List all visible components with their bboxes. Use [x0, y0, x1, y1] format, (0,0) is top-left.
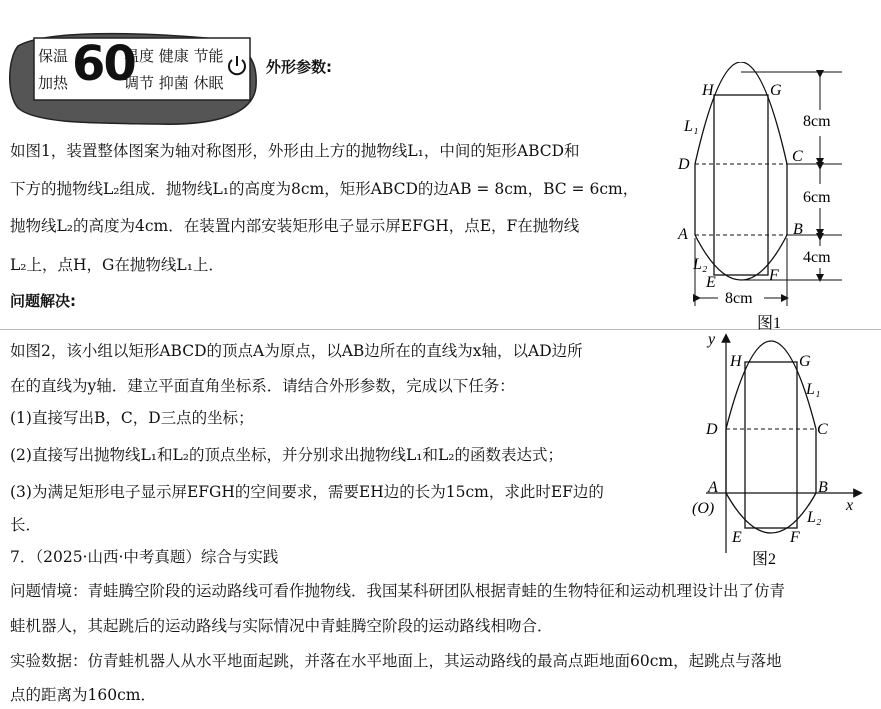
fig2-label-E: E — [732, 529, 742, 546]
device-left-bottom: 加热 — [38, 74, 69, 92]
fig2-label-O: (O) — [692, 500, 715, 517]
fig2-para-line-1: 如图2，该小组以矩形ABCD的顶点A为原点，以AB边所在的直线为x轴，以AD边所 — [10, 342, 583, 360]
fig1-label-L1: L₁ — [684, 118, 699, 135]
problem7-line-4: 点的距离为160cm． — [10, 686, 156, 704]
fig1-label-A: A — [678, 226, 688, 243]
fig2-label-D: D — [706, 421, 718, 438]
fig2-label-L1: L₁ — [806, 381, 821, 398]
figure-2 — [686, 328, 876, 570]
fig2-caption: 图2 — [752, 551, 777, 568]
fig2-label-L2: L₂ — [807, 509, 822, 526]
fig2-label-H: H — [730, 353, 742, 370]
fig1-dim-width: 8cm — [725, 290, 753, 307]
fig1-caption: 图1 — [757, 315, 782, 332]
figure-1 — [670, 62, 860, 334]
fig1-label-C: C — [792, 148, 803, 165]
fig2-label-F: F — [790, 529, 800, 546]
fig2-label-G: G — [799, 353, 811, 370]
problem7-line-2: 蛙机器人，其起跳后的运动路线与实际情况中青蛙腾空阶段的运动路线相吻合． — [10, 617, 553, 635]
fig1-label-G: G — [770, 82, 782, 99]
fig1-dim-mid: 6cm — [803, 189, 831, 206]
power-icon — [225, 54, 249, 80]
fig2-label-C: C — [817, 421, 828, 438]
fig1-para-line-4: L₂上，点H，G在抛物线L₁上． — [10, 256, 224, 274]
fig1-label-B: B — [793, 221, 803, 238]
fig2-label-y: y — [708, 331, 716, 348]
device-right-top: 温度 健康 节能 — [124, 47, 224, 65]
section-shape-title: 外形参数: — [266, 58, 332, 76]
problem7-line-1: 问题情境：青蛙腾空阶段的运动路线可看作抛物线．我国某科研团队根据青蛙的生物特征和运动机理设计出了仿青 — [10, 582, 786, 600]
fig1-para-line-1: 如图1，装置整体图案为轴对称图形，外形由上方的抛物线L₁，中间的矩形ABCD和 — [10, 142, 580, 160]
problem7-line-3: 实验数据：仿青蛙机器人从水平地面起跳，并落在水平地面上，其运动路线的最高点距地面60cm，起跳点与落地 — [10, 652, 782, 670]
device-display-value: 60 — [72, 36, 135, 92]
fig1-label-F: F — [769, 267, 779, 284]
problem7-title: 7．（2025·山西·中考真题）综合与实践 — [10, 548, 279, 566]
fig2-para-line-4: (2)直接写出抛物线L₁和L₂的顶点坐标，并分别求出抛物线L₁和L₂的函数表达式； — [10, 446, 563, 464]
fig2-para-line-6: 长． — [10, 516, 42, 534]
fig1-para-line-3: 抛物线L₂的高度为4cm．在装置内部安装矩形电子显示屏EFGH，点E，F在抛物线 — [10, 217, 580, 235]
fig1-label-H: H — [702, 82, 714, 99]
fig1-dim-top: 8cm — [803, 113, 831, 130]
fig2-label-A: A — [708, 479, 718, 496]
fig2-para-line-3: (1)直接写出B，C，D三点的坐标； — [10, 409, 254, 427]
fig2-label-B: B — [818, 479, 828, 496]
fig1-label-L2: L₂ — [693, 256, 708, 273]
fig2-label-x: x — [846, 497, 854, 514]
fig1-para-line-2: 下方的抛物线L₂组成．抛物线L₁的高度为8cm，矩形ABCD的边AB = 8cm，BC = 6cm， — [10, 180, 639, 198]
section-problem-title: 问题解决: — [10, 292, 76, 310]
device-left-top: 保温 — [38, 47, 69, 65]
fig2-para-line-2: 在的直线为y轴．建立平面直角坐标系．请结合外形参数，完成以下任务： — [10, 377, 515, 395]
fig1-label-E: E — [706, 274, 716, 291]
fig1-label-D: D — [678, 156, 690, 173]
fig1-dim-bottom: 4cm — [803, 249, 831, 266]
device-right-bottom: 调节 抑菌 休眠 — [124, 74, 224, 92]
fig2-para-line-5: (3)为满足矩形电子显示屏EFGH的空间要求，需要EH边的长为15cm，求此时EF边的 — [10, 483, 604, 501]
